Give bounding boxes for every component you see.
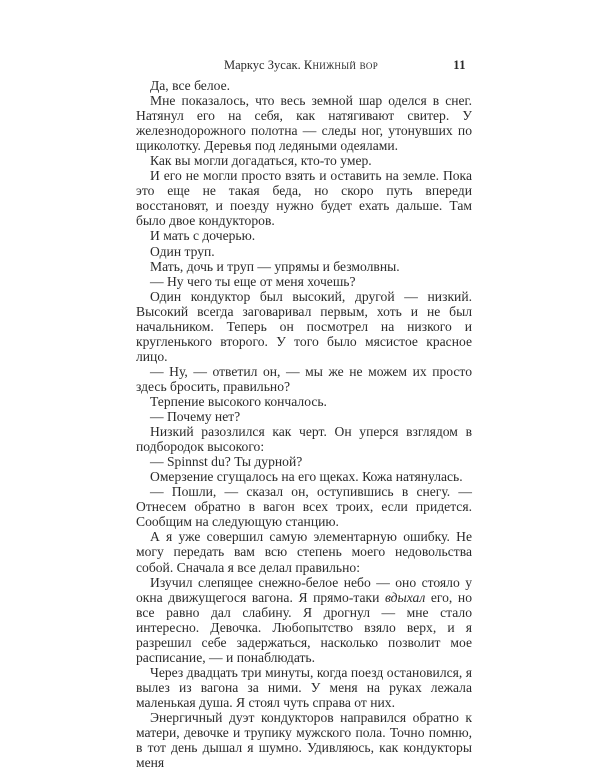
running-header (136, 56, 472, 74)
italic-word: вдыхал (384, 589, 426, 605)
paragraph: Энергичный дуэт кондукторов направился обратно к матери, девочке и трупику мужского пола. Точно помню, в тот день дышал я шумно. Удивляюсь, как кондукторы меня (136, 709, 472, 770)
body-text (136, 78, 472, 770)
paragraph: А я уже совершил самую элементарную ошибку. Не могу передать вам всю степень моего недовольства собой. Сначала я все делал правильно: (136, 529, 472, 575)
paragraph: Низкий разозлился как черт. Он уперся взглядом в подбородок высокого: (136, 424, 472, 455)
paragraph: Через двадцать три минуты, когда поезд остановился, я вылез из вагона за ними. У меня на руках лежала маленькая душа. Я стоял чуть справа от них. (136, 664, 472, 710)
paragraph: — Почему нет? (150, 409, 241, 425)
paragraph (136, 575, 472, 665)
paragraph: И мать с дочерью. (150, 228, 256, 244)
paragraph: Да, все белое. (150, 78, 231, 93)
paragraph-text: Изучил слепящее снежно-белое небо — оно стояло у окна движущегося вагона. Я прямо-таки (136, 574, 472, 605)
paragraph: Терпение высокого кончалось. (150, 393, 327, 409)
paragraph: — Spinnst du? Ты дурной? (150, 454, 303, 470)
paragraph: Мать, дочь и труп — упрямы и безмолвны. (150, 258, 400, 274)
paragraph: И его не могли просто взять и оставить на земле. Пока это еще не такая беда, но скоро путь впереди восстановят, и поезду нужно будет ехать дальше. Там было двое кондукторов. (136, 168, 472, 229)
paragraph: Один труп. (150, 243, 215, 259)
paragraph: Мне показалось, что весь земной шар оделся в снег. Натянул его на себя, как натягивают свитер. У железнодорожного полотна — следы ног, утонувших по щиколотку. Деревья под ледяными одеялами. (136, 93, 472, 154)
header-book-title: Книжный вор (303, 58, 379, 72)
paragraph: Омерзение сгущалось на его щеках. Кожа натянулась. (150, 469, 463, 485)
header-author: Маркус Зусак. (224, 58, 301, 72)
page-number: 11 (453, 58, 466, 72)
header-title (224, 56, 378, 74)
paragraph-text: его, но все равно дал слабину. Я дрогнул — мне стало интересно. Девочка. Любопытство взяло верх, и я разрешил себе задержаться, насколько позволит мое расписание, — и понаблюдать. (136, 589, 472, 665)
paragraph: Один кондуктор был высокий, другой — низкий. Высокий всегда заговаривал первым, хоть и не был начальником. Теперь он посмотрел на низкого и кругленького второго. У того было мясистое красное лицо. (136, 288, 472, 364)
paragraph: — Пошли, — сказал он, оступившись в снегу. — Отнесем обратно в вагон всех троих, если придется. Сообщим на следующую станцию. (136, 484, 472, 530)
paragraph: — Ну чего ты еще от меня хочешь? (150, 273, 356, 289)
paragraph: — Ну, — ответил он, — мы же не можем их просто здесь бросить, правильно? (136, 363, 472, 394)
paragraph: Как вы могли догадаться, кто-то умер. (150, 153, 372, 169)
